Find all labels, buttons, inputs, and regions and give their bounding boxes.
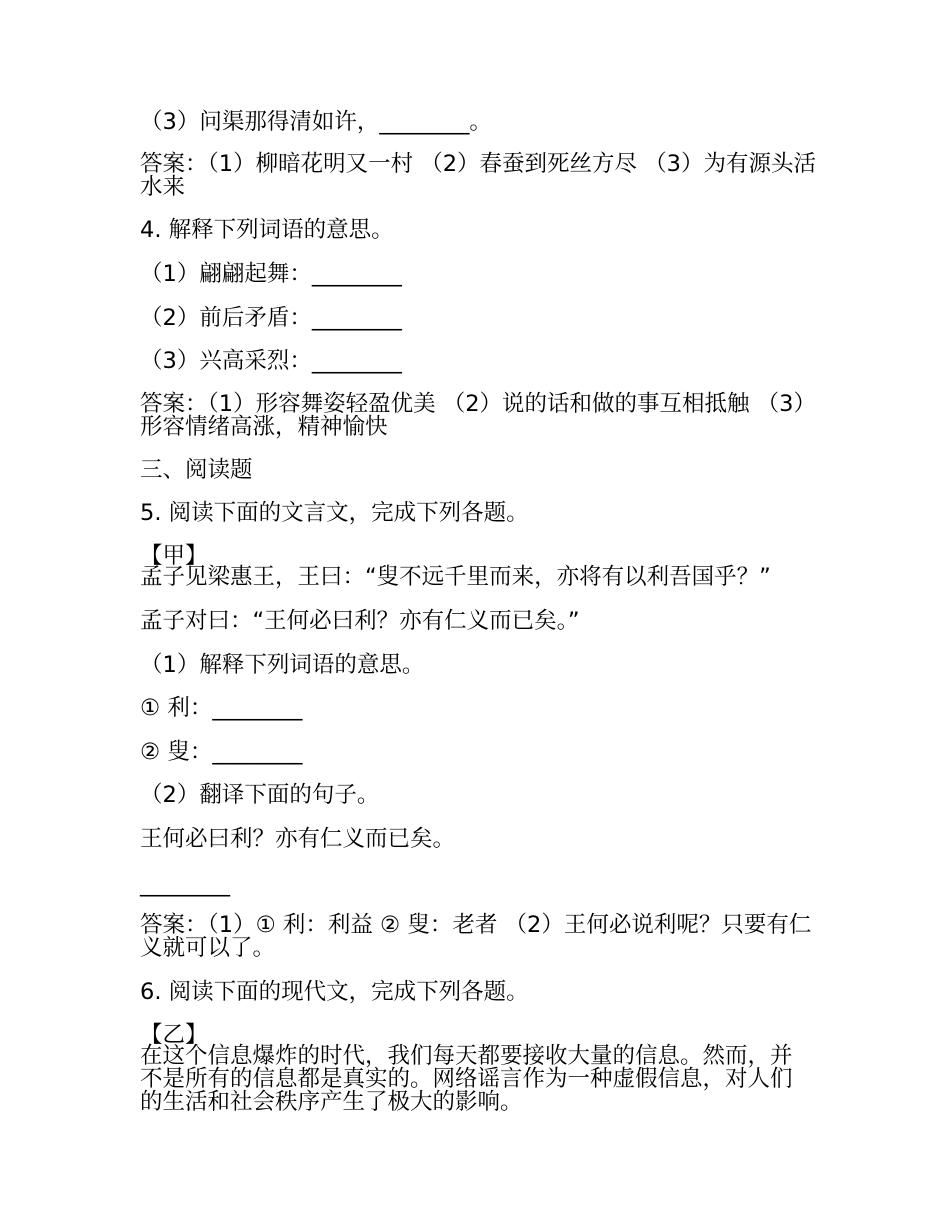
- q5-sub1-item-2: ② 叟：________: [140, 739, 303, 765]
- q3-answer: 答案：（1）柳暗花明又一村 （2）春蚕到死丝方尽 （3）为有源头活水来: [140, 151, 817, 200]
- q6-passage-label: 【乙】: [140, 1022, 208, 1048]
- q5-title: 5. 阅读下面的文言文，完成下列各题。: [140, 500, 529, 526]
- q5-sentence: 王何必曰利？亦有仁义而已矣。: [140, 826, 456, 852]
- q6-passage: 在这个信息爆炸的时代，我们每天都要接收大量的信息。然而，并不是所有的信息都是真实的。网络谣言作为一种虚假信息，对人们的生活和社会秩序产生了极大的影响。: [140, 1043, 793, 1115]
- q5-passage-line1: 孟子见梁惠王，王曰：“叟不远千里而来，亦将有以利吾国乎？”: [140, 564, 771, 590]
- q4-title: 4. 解释下列词语的意思。: [140, 217, 394, 243]
- q5-sub1-item-1: ① 利：________: [140, 695, 303, 721]
- q4-item-2: （2）前后矛盾：________: [140, 305, 402, 331]
- q4-item-3: （3）兴高采烈：________: [140, 348, 402, 374]
- q5-passage-line2: 孟子对曰：“王何必曰利？亦有仁义而已矣。”: [140, 608, 580, 634]
- q4-answer: 答案：（1）形容舞姿轻盈优美 （2）说的话和做的事互相抵触 （3）形容情绪高涨，精神愉快: [140, 391, 805, 440]
- q5-translation-blank: ________: [140, 871, 230, 897]
- q5-answer: 答案：（1）① 利：利益 ② 叟：老者 （2）王何必说利呢？只要有仁义就可以了。: [140, 912, 812, 961]
- section3-title: 三、阅读题: [140, 457, 253, 483]
- q3-part3: （3）问渠那得清如许，________。: [140, 109, 492, 135]
- q6-title: 6. 阅读下面的现代文，完成下列各题。: [140, 979, 529, 1005]
- q5-sub1: （1）解释下列词语的意思。: [140, 652, 425, 678]
- q5-sub2: （2）翻译下面的句子。: [140, 782, 380, 808]
- q5-passage-label: 【甲】: [140, 543, 208, 569]
- q4-item-1: （1）翩翩起舞：________: [140, 261, 402, 287]
